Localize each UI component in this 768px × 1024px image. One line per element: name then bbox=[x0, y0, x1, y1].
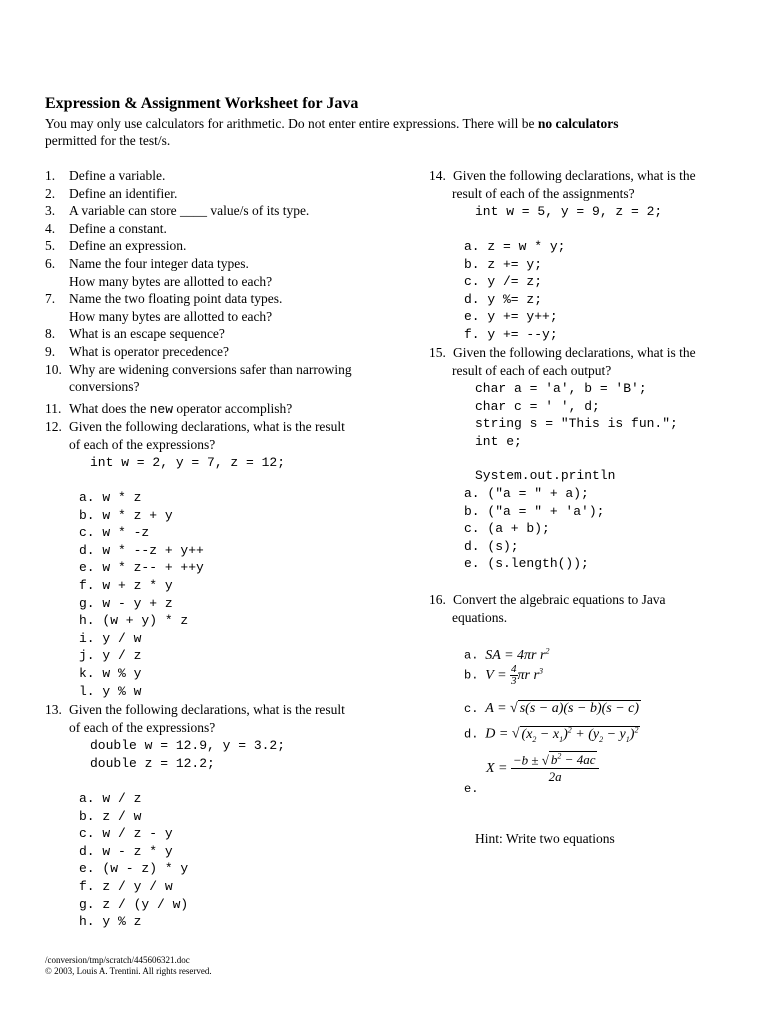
question-text: What is operator precedence? bbox=[69, 344, 230, 359]
output-item: e. (s.length()); bbox=[464, 556, 589, 572]
question-12 bbox=[45, 419, 345, 435]
intro-text-1: You may only use calculators for arithmetic. Do not enter entire expressions. There will be bbox=[45, 116, 538, 131]
expression-item: l. y % w bbox=[79, 683, 142, 699]
question-text: Define a variable. bbox=[69, 168, 166, 183]
question-line bbox=[45, 309, 272, 325]
q11-pre: What does the bbox=[69, 401, 150, 416]
q15-declaration: char a = 'a', b = 'B'; bbox=[475, 381, 647, 396]
question-text: conversions? bbox=[69, 379, 140, 395]
q12-text: Given the following declarations, what is the result bbox=[69, 419, 345, 434]
q12-declaration: int w = 2, y = 7, z = 12; bbox=[90, 455, 286, 470]
expression-item: g. z / (y / w) bbox=[79, 896, 189, 912]
question-line bbox=[45, 168, 165, 184]
question-text: Define a constant. bbox=[69, 220, 167, 236]
assignment-item: e. y += y++; bbox=[464, 309, 558, 325]
intro-line-2: permitted for the test/s. bbox=[45, 133, 171, 148]
q11-post: operator accomplish? bbox=[173, 401, 293, 416]
q15-text: Given the following declarations, what is the bbox=[453, 345, 696, 360]
question-14 bbox=[429, 168, 696, 184]
q14-text-2: result of each of the assignments? bbox=[452, 186, 635, 201]
question-number: 6. bbox=[45, 256, 56, 271]
question-number: 12. bbox=[45, 419, 62, 434]
question-text: Name the two floating point data types. bbox=[69, 291, 283, 307]
question-number: 5. bbox=[45, 238, 56, 254]
question-number: 3. bbox=[45, 203, 56, 219]
q12-text-2: of each of the expressions? bbox=[69, 437, 216, 452]
expression-item: f. w + z * y bbox=[79, 578, 173, 593]
assignment-item: a. z = w * y; bbox=[464, 239, 566, 254]
question-text: What is an escape sequence? bbox=[69, 326, 225, 342]
question-13 bbox=[45, 702, 345, 718]
footer-path: /conversion/tmp/scratch/445606321.doc bbox=[45, 955, 190, 965]
question-text: Define an identifier. bbox=[69, 185, 178, 201]
q14-declaration: int w = 5, y = 9, z = 2; bbox=[475, 204, 663, 219]
equation-label: c. bbox=[464, 702, 479, 716]
equation-d-formula: D = √ $(x_2 - x_1)^2 + (y_2 - y_1)^2$ bbox=[481, 725, 639, 744]
equation-c-formula: A = √ s(s − a)(s − b)(s − c) bbox=[481, 701, 640, 716]
equation-e bbox=[486, 752, 599, 785]
q15-declaration: int e; bbox=[475, 433, 522, 449]
q13-text-2: of each of the expressions? bbox=[69, 720, 216, 735]
assignment-item: b. z += y; bbox=[464, 256, 543, 272]
question-15 bbox=[429, 345, 696, 361]
expression-item: c. w * -z bbox=[79, 525, 150, 541]
hint-text: Hint: Write two equations bbox=[475, 831, 615, 846]
expression-item: j. y / z bbox=[79, 648, 142, 664]
question-text: How many bytes are allotted to each? bbox=[69, 273, 273, 289]
equation-label: b. bbox=[464, 668, 479, 683]
question-line bbox=[45, 203, 309, 219]
expression-item: a. w * z bbox=[79, 490, 142, 505]
question-16 bbox=[429, 592, 666, 608]
equation-a-formula: SA = 4πr $r^2$ bbox=[481, 646, 550, 663]
q11-code: new bbox=[149, 402, 174, 417]
q15-declaration: char c = ' ', d; bbox=[475, 398, 600, 414]
expression-item: d. w * --z + y++ bbox=[79, 542, 204, 558]
intro-line-1 bbox=[45, 116, 619, 132]
question-line bbox=[45, 291, 282, 307]
question-text: Why are widening conversions safer than narrowing bbox=[69, 361, 352, 377]
equation-a bbox=[464, 646, 549, 664]
expression-item: k. w % y bbox=[79, 666, 142, 681]
q16-text: Convert the algebraic equations to Java bbox=[453, 592, 666, 607]
q14-text: Given the following declarations, what is the bbox=[453, 168, 696, 183]
q15-text-2: result of each of each output? bbox=[452, 363, 612, 378]
expression-item: e. (w - z) * y bbox=[79, 861, 189, 877]
equation-b-formula: V = $\frac{4}{3}$ πr $r^3$ bbox=[481, 663, 543, 687]
question-text: Name the four integer data types. bbox=[69, 256, 249, 271]
output-item: d. (s); bbox=[464, 538, 519, 554]
expression-item: d. w - z * y bbox=[79, 843, 173, 859]
question-line bbox=[45, 221, 167, 237]
question-number: 2. bbox=[45, 185, 56, 201]
question-line bbox=[45, 362, 352, 378]
intro-bold: no calculators bbox=[537, 116, 619, 131]
question-line bbox=[45, 326, 225, 342]
equation-e-lhs: X = bbox=[486, 760, 508, 776]
equation-e-label-wrap bbox=[464, 780, 478, 796]
q13-text: Given the following declarations, what is the result bbox=[69, 702, 345, 717]
assignment-item: c. y /= z; bbox=[464, 274, 543, 290]
question-number: 11. bbox=[45, 401, 62, 416]
question-number: 9. bbox=[45, 344, 56, 359]
footer-copyright: © 2003, Louis A. Trentini. All rights reserved. bbox=[45, 966, 212, 976]
equation-c bbox=[464, 700, 641, 717]
equation-label: d. bbox=[464, 727, 479, 742]
question-number: 15. bbox=[429, 345, 446, 360]
expression-item: b. z / w bbox=[79, 808, 142, 824]
question-line bbox=[45, 274, 272, 290]
q13-declaration-2: double z = 12.2; bbox=[90, 756, 215, 771]
q15-call: System.out.println bbox=[475, 468, 616, 483]
expression-item: b. w * z + y bbox=[79, 507, 173, 523]
question-number: 4. bbox=[45, 220, 56, 236]
question-line bbox=[45, 256, 249, 272]
question-number: 1. bbox=[45, 168, 56, 183]
question-line bbox=[45, 379, 139, 395]
output-item: c. (a + b); bbox=[464, 521, 550, 537]
equation-b bbox=[464, 664, 543, 687]
output-item: a. ("a = " + a); bbox=[464, 486, 589, 501]
page-title: Expression & Assignment Worksheet for Java bbox=[45, 95, 359, 112]
question-text: How many bytes are allotted to each? bbox=[69, 308, 273, 324]
q15-declaration: string s = "This is fun."; bbox=[475, 416, 678, 432]
question-number: 16. bbox=[429, 592, 446, 607]
assignment-item: f. y += --y; bbox=[464, 327, 558, 342]
equation-label: e. bbox=[464, 782, 479, 796]
q16-text-2: equations. bbox=[452, 610, 508, 625]
question-line bbox=[45, 344, 229, 360]
question-number: 13. bbox=[45, 702, 62, 717]
equation-e-fraction: $\frac{-b \pm √ b^2 - 4ac}{2a}$ bbox=[511, 752, 600, 785]
question-text: Define an expression. bbox=[69, 238, 187, 254]
expression-item: h. (w + y) * z bbox=[79, 613, 189, 629]
q13-declaration-1: double w = 12.9, y = 3.2; bbox=[90, 738, 286, 753]
question-number: 8. bbox=[45, 326, 56, 342]
expression-item: e. w * z-- + ++y bbox=[79, 560, 204, 576]
equation-d bbox=[464, 725, 640, 743]
question-line bbox=[45, 238, 186, 254]
expression-item: a. w / z bbox=[79, 791, 142, 806]
question-text: A variable can store ____ value/s of its type. bbox=[69, 203, 310, 219]
question-number: 7. bbox=[45, 291, 56, 307]
expression-item: c. w / z - y bbox=[79, 826, 173, 842]
equation-label: a. bbox=[464, 648, 479, 663]
expression-item: h. y % z bbox=[79, 914, 142, 930]
question-line bbox=[45, 186, 177, 202]
expression-item: i. y / w bbox=[79, 630, 142, 646]
question-11 bbox=[45, 401, 292, 417]
assignment-item: d. y %= z; bbox=[464, 291, 543, 307]
expression-item: g. w - y + z bbox=[79, 595, 173, 611]
expression-item: f. z / y / w bbox=[79, 879, 173, 894]
output-item: b. ("a = " + 'a'); bbox=[464, 503, 605, 519]
question-number: 14. bbox=[429, 168, 446, 183]
question-number: 10. bbox=[45, 361, 62, 377]
